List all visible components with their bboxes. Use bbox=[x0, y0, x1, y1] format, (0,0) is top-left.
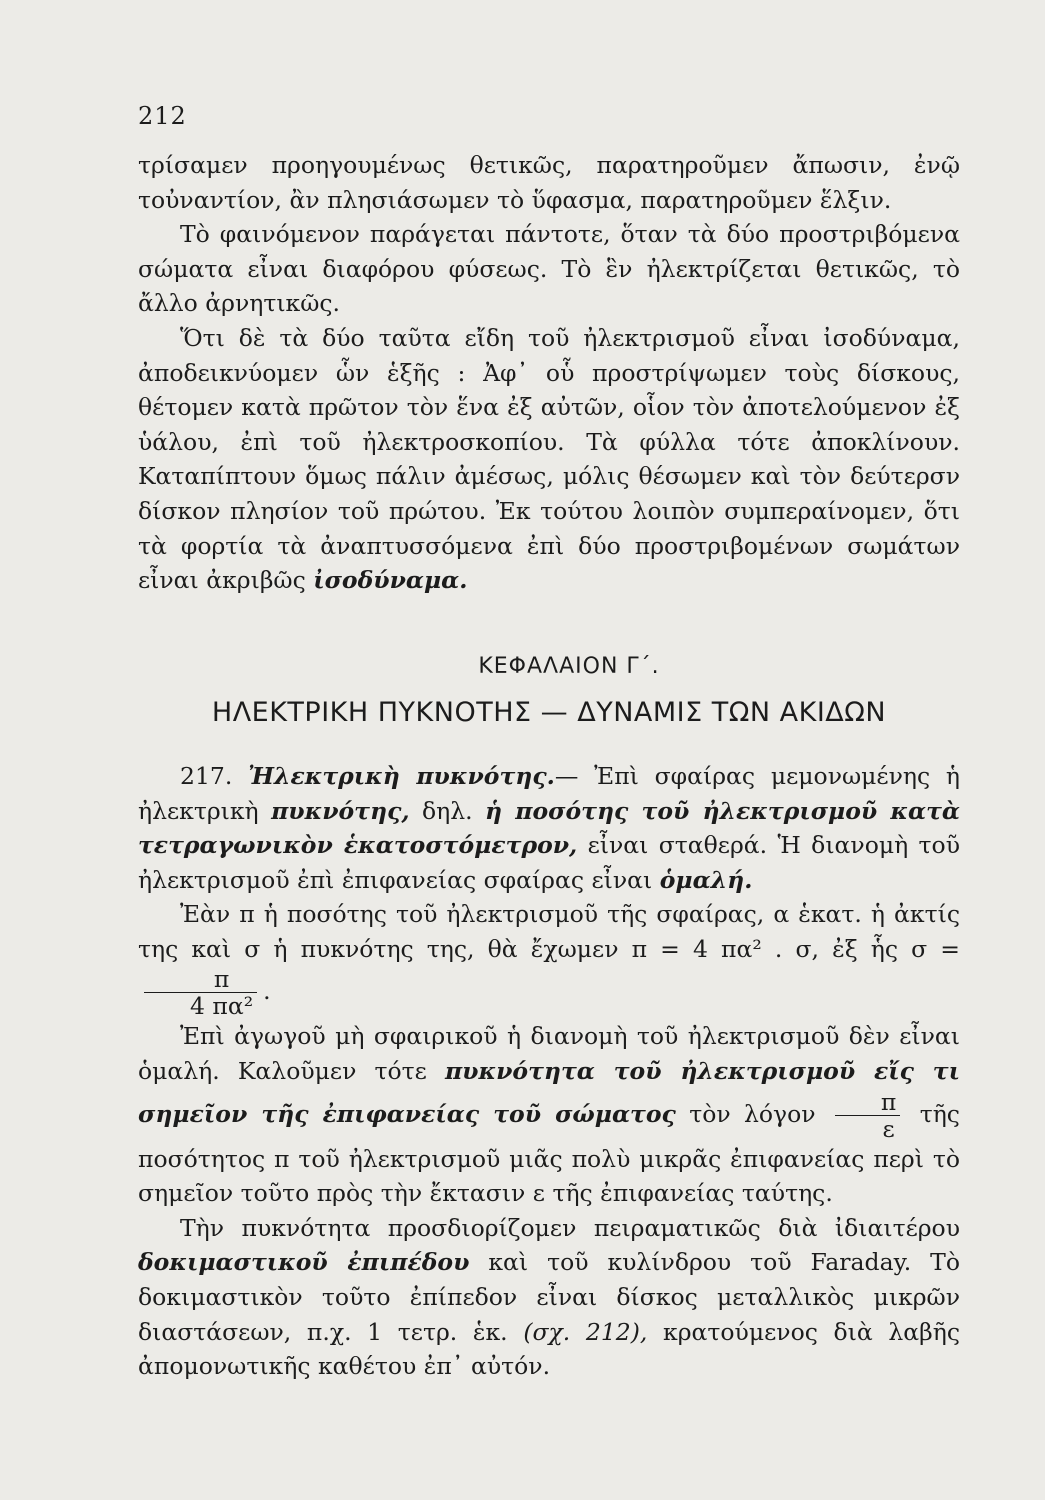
p6-text-3: τῆς ποσότητος π τοῦ ἠλεκτρισμοῦ μιᾶς πολὺ μικρᾶς ἐπιφανείας περὶ τὸ σημεῖον τοῦτο πρὸς τὴν ἔκτασιν ε τῆς ἐπιφανείας ταύτης. bbox=[138, 1099, 960, 1208]
paragraph-formula bbox=[138, 897, 960, 1019]
density-term: πυκνότης, bbox=[271, 796, 410, 825]
paragraph-3 bbox=[138, 321, 960, 598]
chapter-label: ΚΕΦΑΛΑΙΟΝ Γ΄. bbox=[478, 653, 660, 679]
ratio-numerator: π bbox=[835, 1089, 900, 1116]
figure-reference: (σχ. 212), bbox=[523, 1317, 648, 1346]
paragraph-3-text: Ὅτι δὲ τὰ δύο ταῦτα εἴδη τοῦ ἠλεκτρισμοῦ εἶναι ἰσοδύναμα, ἀποδεικνύομεν ὧν ἑξῆς : Ἀφ᾿ οὗ προστρίψωμεν τοὺς δίσκους, θέτομεν κατὰ πρῶτον τὸν ἕνα ἐξ αὐτῶν, οἷον τὸν ἀποτελούμενον ἐξ ὑάλου, ἐπὶ τοῦ ἠλεκτροσκοπίου. Τὰ φύλλα τότε ἀποκλίνουν. Καταπίπτουν ὅμως πάλιν ἀμέσως, μόλις θέσωμεν καὶ τὸν δεύτερσν δίσκον πλησίον τοῦ πρώτου. Ἐκ τούτου λοιπὸν συμπεραίνομεν, ὅτι τὰ φορτία τὰ ἀναπτυσσόμενα ἐπὶ δύο προστριβομένων σωμάτων εἶναι ἀκριβῶς bbox=[138, 323, 960, 595]
fraction-denominator: 4 πα² bbox=[190, 992, 254, 1021]
paragraph-density-nonspherical bbox=[138, 1019, 960, 1210]
formula-end: . bbox=[263, 977, 271, 1006]
p7-text-1: Τὴν πυκνότητα προσδιορίζομεν πειραματικῶς διὰ ἰδιαιτέρου bbox=[180, 1213, 960, 1242]
p7-text-3: κρατούμενος διὰ λαβῆς ἀπομονωτικῆς καθέτου ἐπ᾿ αὐτόν. bbox=[138, 1317, 960, 1381]
section-217 bbox=[138, 759, 960, 897]
page-body bbox=[138, 148, 960, 1384]
uniform-term: ὁμαλή. bbox=[659, 865, 753, 894]
proof-plane-term: δοκιμαστικοῦ ἐπιπέδου bbox=[138, 1248, 470, 1277]
p6-text-2: τὸν λόγον bbox=[689, 1099, 816, 1128]
equivalent-term: ἰσοδύναμα. bbox=[313, 566, 468, 595]
section-heading: Ἠλεκτρικὴ πυκνότης. bbox=[248, 761, 555, 790]
p6-text-1: Ἐπὶ ἀγωγοῦ μὴ σφαιρικοῦ ἡ διανομὴ τοῦ ἠλεκτρισμοῦ δὲν εἶναι ὁμαλή. Καλοῦμεν τότε bbox=[138, 1022, 960, 1086]
fraction-numerator: π bbox=[144, 966, 257, 993]
section-text-1: — Ἐπὶ σφαίρας μεμονωμένης ἡ ἠλεκτρικὴ bbox=[138, 761, 960, 825]
p7-text-2: καὶ τοῦ κυλίνδρου τοῦ Faraday. Τὸ δοκιμαστικὸν τοῦτο ἐπίπεδον εἶναι δίσκος μεταλλικὸς μικρῶν διαστάσεων, π.χ. 1 τετρ. ἑκ. bbox=[138, 1248, 960, 1346]
fraction-ratio bbox=[835, 1089, 900, 1142]
page-number: 212 bbox=[138, 102, 187, 130]
density-definition: ἡ ποσότης τοῦ ἠλεκτρισμοῦ κατὰ τετραγωνικὸν ἑκατοστόμετρον, bbox=[138, 796, 960, 860]
paragraph-2: Τὸ φαινόμενον παράγεται πάντοτε, ὅταν τὰ δύο προστριβόμενα σώματα εἶναι διαφόρου φύσεως. Τὸ ἓν ἠλεκτρίζεται θετικῶς, τὸ ἄλλο ἀρνητικῶς. bbox=[138, 220, 960, 318]
chapter-title: ΗΛΕΚΤΡΙΚΗ ΠΥΚΝΟΤΗΣ — ΔΥΝΑΜΙΣ ΤΩΝ ΑΚΙΔΩΝ bbox=[211, 697, 887, 729]
ratio-denominator: ε bbox=[882, 1114, 895, 1143]
paragraph-1: τρίσαμεν προηγουμένως θετικῶς, παρατηροῦμεν ἄπωσιν, ἐνῷ τοὐναντίον, ἂν πλησιάσωμεν τὸ ὕφασμα, παρατηροῦμεν ἕλξιν. bbox=[138, 151, 960, 214]
section-number: 217. bbox=[180, 761, 233, 790]
paragraph-proof-plane bbox=[138, 1211, 960, 1384]
p6-definition: πυκνότητα τοῦ ἠλεκτρισμοῦ εἴς τι σημεῖον τῆς ἐπιφανείας τοῦ σώματος bbox=[138, 1057, 960, 1128]
section-text-2: δηλ. bbox=[422, 796, 473, 825]
formula-text: Ἐὰν π ἡ ποσότης τοῦ ἠλεκτρισμοῦ τῆς σφαίρας, α ἑκατ. ἡ ἀκτίς της καὶ σ ἡ πυκνότης της, θὰ ἔχωμεν π = 4 πα² . σ, ἐξ ἧς σ = bbox=[138, 900, 960, 963]
fraction-sigma bbox=[144, 966, 257, 1019]
section-text-3: εἶναι σταθερά. Ἡ διανομὴ τοῦ ἠλεκτρισμοῦ ἐπὶ ἐπιφανείας σφαίρας εἶναι bbox=[138, 831, 960, 894]
